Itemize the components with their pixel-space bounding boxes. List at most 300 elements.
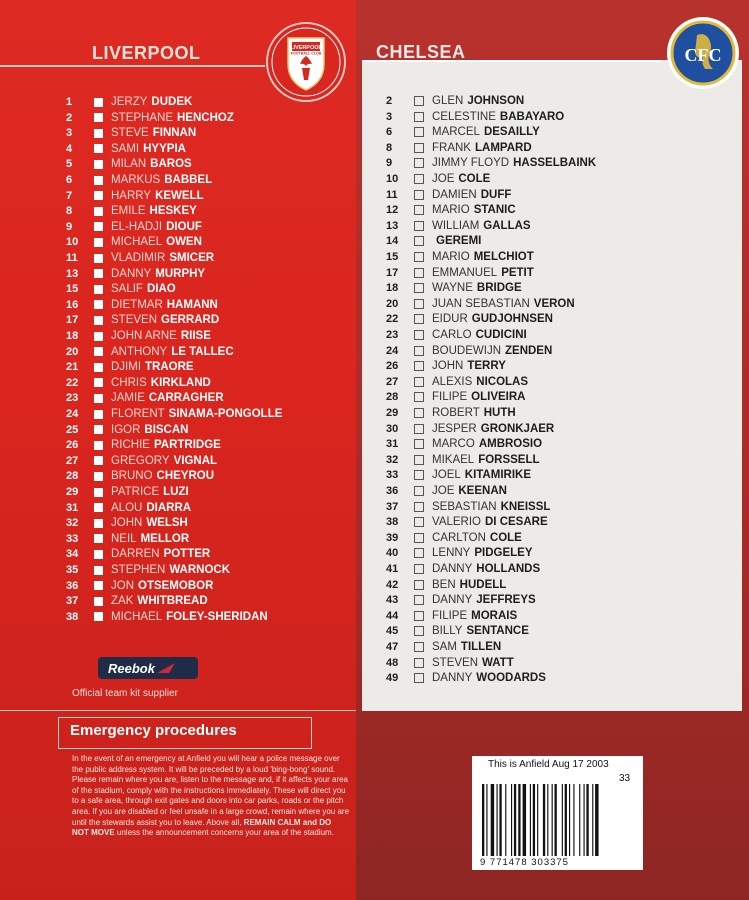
player-surname: BISCAN [144,423,189,436]
checkbox-icon [414,205,424,215]
barcode-bar [491,784,494,856]
squad-number: 11 [66,252,78,264]
chelsea-player-row [386,233,481,249]
barcode-bar [565,784,567,856]
checkbox-icon [94,347,103,356]
checkbox-icon [94,144,103,153]
barcode-bar [537,784,538,856]
player-first-name: DARREN [111,548,160,561]
checkbox-icon [414,314,424,324]
chelsea-player-row [386,670,546,686]
liverpool-player-row [66,203,197,219]
player-surname: HYYPIA [143,142,186,155]
chelsea-player-row [386,171,490,187]
squad-number: 18 [386,282,399,295]
player-surname: PETIT [501,266,534,279]
player-first-name: BEN [432,578,456,591]
liverpool-player-row [66,281,176,297]
checkbox-icon [414,470,424,480]
checkbox-icon [414,486,424,496]
player-first-name: PATRICE [111,486,160,498]
squad-number: 14 [386,235,399,248]
liverpool-player-row [66,344,234,360]
checkbox-icon [94,597,103,606]
player-first-name: HARRY [111,189,152,202]
player-first-name: GREGORY [111,454,170,467]
player-first-name: STEVEN [111,314,158,327]
emergency-divider [0,710,356,711]
squad-number: 41 [386,563,399,575]
player-first-name: MARIO [432,204,470,217]
player-first-name: JOHN [432,360,464,373]
liverpool-player-row [66,468,214,484]
chelsea-crest-label: CFC [684,45,722,65]
squad-number: 38 [66,610,79,623]
checkbox-icon [94,332,103,341]
player-surname: DIOUF [166,220,202,233]
barcode-bar [499,784,501,856]
barcode-bar [595,784,598,856]
checkbox-icon [94,534,103,543]
squad-number: 23 [66,392,79,405]
player-first-name: JESPER [432,422,477,435]
player-first-name: STEPHANE [111,111,173,124]
player-first-name: CARLO [432,329,472,341]
chelsea-player-row [386,140,532,156]
checkbox-icon [414,330,424,340]
player-surname: HESKEY [149,205,197,218]
player-first-name: DANNY [111,267,152,280]
liverpool-player-row [66,406,282,422]
chelsea-player-row [386,311,553,327]
player-surname: PARTRIDGE [153,439,221,452]
checkbox-icon [414,346,424,356]
kit-supplier-caption: Official team kit supplier [72,688,178,699]
checkbox-icon [94,238,103,247]
player-first-name: ALOU [111,501,143,514]
checkbox-icon [414,221,424,231]
player-first-name: JAMIE [111,392,145,405]
liverpool-player-row [66,546,210,562]
checkbox-icon [414,268,424,278]
player-first-name: EIDUR [432,313,468,326]
checkbox-icon [94,160,103,169]
player-first-name: DANNY [432,563,473,575]
chelsea-player-row [386,608,517,624]
squad-number: 30 [386,422,399,435]
player-first-name: ANTHONY [111,345,168,358]
checkbox-icon [414,548,424,558]
player-surname: WOODARDS [476,672,546,685]
player-surname: TRAORE [145,361,194,374]
player-surname: GERRARD [161,314,220,327]
checkbox-icon [414,673,424,683]
chelsea-player-row [386,483,507,499]
checkbox-icon [94,316,103,325]
squad-number: 36 [386,485,399,497]
checkbox-icon [414,361,424,371]
player-first-name: EL-HADJI [111,220,163,233]
player-first-name: STEPHEN [111,564,166,576]
squad-number: 32 [386,453,399,466]
liverpool-player-row [66,593,208,609]
player-surname: BAROS [150,158,192,171]
player-surname: SENTANCE [466,625,529,638]
reebok-vector-icon [155,661,177,675]
chelsea-player-row [386,545,533,561]
player-first-name: EMILE [111,205,146,218]
player-first-name: DAMIEN [432,188,477,201]
chelsea-crest-icon [667,17,739,89]
chelsea-player-row [386,655,514,671]
player-first-name: LENNY [432,547,471,560]
squad-number: 8 [386,141,393,154]
squad-number: 37 [386,500,399,513]
player-surname: PIDGELEY [474,547,533,560]
liverpool-player-row [66,188,204,204]
chelsea-player-row [386,343,552,359]
player-surname: SMICER [169,252,215,264]
emergency-title: Emergency procedures [70,722,237,739]
player-first-name: MARKUS [111,174,161,186]
player-surname: BRIDGE [476,282,522,295]
player-surname: DUDEK [151,96,193,108]
player-surname: DESAILLY [483,126,540,139]
player-first-name: NEIL [111,532,137,545]
liverpool-player-row [66,578,213,594]
checkbox-icon [414,439,424,449]
chelsea-player-row [386,265,534,281]
checkbox-icon [414,564,424,574]
player-surname: HOLLANDS [476,563,541,575]
player-surname: GALLAS [483,219,531,232]
player-first-name: DANNY [432,594,473,607]
checkbox-icon [94,98,103,107]
squad-number: 24 [66,408,79,420]
squad-number: 2 [66,111,73,124]
checkbox-icon [94,488,103,497]
checkbox-icon [414,533,424,543]
squad-number: 2 [386,95,393,107]
squad-number: 9 [66,220,73,233]
liverpool-player-row [66,609,268,625]
liverpool-player-row [66,156,192,172]
emergency-instruction: REMAIN CALM and DO NOT MOVE [72,817,332,838]
chelsea-player-row [386,499,550,515]
player-first-name: BRUNO [111,470,153,483]
squad-number: 3 [386,110,393,123]
squad-number: 9 [386,157,393,170]
checkbox-icon [94,519,103,528]
chelsea-player-row [386,592,536,608]
player-surname: MELLOR [140,532,190,545]
squad-number: 22 [386,313,399,326]
squad-number: 36 [66,579,79,592]
player-surname: TERRY [467,360,506,373]
player-surname: KNEISSL [500,500,551,513]
checkbox-icon [94,425,103,434]
player-surname: MELCHIOT [473,251,534,263]
squad-number: 34 [66,548,79,561]
liverpool-player-row [66,484,189,500]
player-surname: LE TALLEC [171,345,234,358]
squad-number: 13 [66,267,79,280]
liverpool-title: LIVERPOOL [92,43,201,63]
chelsea-player-row [386,327,527,343]
liverpool-player-row [66,110,234,126]
player-first-name: SAM [432,641,457,653]
player-surname: GEREMI [436,235,482,248]
player-first-name: MARCEL [432,126,480,139]
chelsea-player-row [386,623,529,639]
squad-number: 6 [386,126,393,139]
player-first-name: JOHN ARNE [111,330,177,342]
player-surname: HASSELBAINK [513,157,597,170]
liverpool-player-row [66,297,218,313]
player-surname: SINAMA-PONGOLLE [168,408,283,420]
checkbox-icon [414,377,424,387]
squad-number: 48 [386,656,399,669]
player-first-name: VLADIMIR [111,252,166,264]
player-first-name: CELESTINE [432,110,496,123]
checkbox-icon [414,658,424,668]
squad-number: 33 [386,469,399,482]
player-surname: JEFFREYS [476,594,536,607]
squad-number: 17 [386,266,399,279]
checkbox-icon [414,236,424,246]
checkbox-icon [94,254,103,263]
player-surname: TILLEN [460,641,502,653]
player-first-name: JERZY [111,96,148,108]
player-surname: STANIC [473,204,516,217]
player-first-name: SAMI [111,142,140,155]
player-first-name: JIMMY FLOYD [432,157,510,170]
player-surname: OWEN [166,236,202,249]
checkbox-icon [414,611,424,621]
squad-number: 26 [66,439,79,452]
squad-number: 43 [386,594,399,607]
checkbox-icon [94,566,103,575]
player-surname: CUDICINI [475,329,527,341]
player-surname: BABAYARO [499,110,565,123]
checkbox-icon [414,283,424,293]
chelsea-player-row [386,202,516,218]
checkbox-icon [94,550,103,559]
barcode-bars-icon [482,784,632,856]
squad-number: 4 [66,142,73,155]
squad-number: 27 [66,454,79,467]
checkbox-icon [414,127,424,137]
squad-number: 32 [66,517,79,530]
squad-number: 20 [386,297,399,310]
checkbox-icon [94,129,103,138]
liverpool-player-row [66,562,230,578]
chelsea-player-row [386,530,522,546]
player-surname: RIISE [180,330,211,342]
player-surname: NICOLAS [476,375,529,388]
squad-number: 12 [386,204,399,217]
liverpool-player-row [66,375,211,391]
checkbox-icon [414,96,424,106]
liverpool-player-row [66,500,191,516]
checkbox-icon [414,595,424,605]
liverpool-crest-icon [266,22,346,102]
squad-number: 6 [66,174,73,186]
squad-number: 40 [386,547,399,560]
chelsea-player-row [386,124,540,140]
player-first-name: DIETMAR [111,298,163,311]
liverpool-player-row [66,437,221,453]
player-surname: VIGNAL [173,454,218,467]
checkbox-icon [414,299,424,309]
player-surname: ZENDEN [505,344,553,357]
player-first-name: MILAN [111,158,147,171]
barcode-caption: This is Anfield Aug 17 2003 [488,759,609,770]
barcode-bar [584,784,585,856]
emergency-tail: unless the announcement concerns your area of the stadium. [116,828,334,838]
checkbox-icon [94,441,103,450]
squad-number: 29 [386,407,399,419]
barcode-bar [505,784,506,856]
checkbox-icon [94,612,103,621]
chelsea-player-row [386,467,531,483]
checkbox-icon [94,113,103,122]
barcode-bar [543,784,545,856]
checkbox-icon [94,472,103,481]
squad-number: 29 [66,486,79,498]
checkbox-icon [414,502,424,512]
liverpool-title-rule [0,65,265,67]
squad-number: 25 [66,423,79,436]
player-first-name: WILLIAM [432,219,480,232]
player-first-name: SALIF [111,283,143,296]
player-surname: POTTER [163,548,211,561]
player-surname: MORAIS [471,609,518,622]
player-first-name: JOE [432,173,455,185]
squad-number: 16 [66,298,79,311]
chelsea-player-row [386,296,575,312]
barcode-bar [530,784,531,856]
liverpool-player-row [66,141,186,157]
checkbox-icon [94,300,103,309]
squad-number: 18 [66,330,79,342]
checkbox-icon [94,394,103,403]
squad-number: 33 [66,532,79,545]
player-first-name: JOE [432,485,455,497]
player-first-name: STEVEN [432,656,479,669]
checkbox-icon [94,269,103,278]
player-surname: FORSSELL [478,453,540,466]
squad-number: 24 [386,344,399,357]
barcode-bar [552,784,553,856]
player-surname: HUDELL [459,578,507,591]
chelsea-player-row [386,109,564,125]
liverpool-player-row [66,266,205,282]
chelsea-title: CHELSEA [376,42,466,62]
barcode-bar [569,784,570,856]
player-surname: DIARRA [146,501,192,514]
liverpool-player-row [66,94,192,110]
player-surname: OTSEMOBOR [138,579,214,592]
squad-number: 39 [386,531,399,544]
barcode-bar [523,784,526,856]
player-first-name: FILIPE [432,391,468,404]
chelsea-player-row [386,218,531,234]
checkbox-icon [94,363,103,372]
barcode-bar [518,784,520,856]
barcode-label [472,756,643,870]
liverpool-player-row [66,453,217,469]
barcode-bar [514,784,516,856]
liverpool-player-row [66,328,211,344]
player-surname: COLE [489,531,522,544]
squad-number: 31 [386,438,399,451]
chelsea-player-row [386,436,542,452]
squad-number: 35 [66,564,79,576]
squad-number: 1 [66,96,73,108]
player-first-name: DJIMI [111,361,142,374]
player-surname: LAMPARD [474,141,532,154]
checkbox-icon [414,252,424,262]
squad-number: 45 [386,625,399,638]
player-first-name: WAYNE [432,282,473,295]
chelsea-player-row [386,577,506,593]
player-first-name: VALERIO [432,516,481,529]
checkbox-icon [414,392,424,402]
squad-number: 20 [66,345,79,358]
liverpool-player-row [66,219,202,235]
liverpool-player-row [66,515,188,531]
checkbox-icon [94,222,103,231]
player-surname: GUDJOHNSEN [471,313,553,326]
checkbox-icon [94,503,103,512]
player-first-name: DANNY [432,672,473,685]
player-surname: HENCHOZ [177,111,234,124]
squad-number: 27 [386,375,399,388]
liverpool-player-row [66,172,212,188]
player-first-name: FRANK [432,141,471,154]
checkbox-icon [414,455,424,465]
chelsea-player-row [386,358,506,374]
chelsea-player-row [386,405,516,421]
liverpool-player-row [66,422,188,438]
player-first-name: MARCO [432,438,475,451]
barcode-bar [562,784,563,856]
player-surname: MURPHY [155,267,206,280]
checkbox-icon [414,174,424,184]
player-first-name: IGOR [111,423,141,436]
player-surname: HUTH [483,407,516,419]
player-surname: DIAO [146,283,176,296]
chelsea-player-row [386,374,528,390]
player-first-name: MARIO [432,251,470,263]
barcode-bar [573,784,574,856]
liverpool-crest-label: LIVERPOOL [290,45,322,51]
player-surname: KEENAN [458,485,507,497]
liverpool-player-row [66,531,189,547]
squad-number: 15 [386,251,399,263]
player-surname: LUZI [163,486,189,498]
player-surname: BABBEL [164,174,213,186]
checkbox-icon [94,207,103,216]
chelsea-player-row [386,421,554,437]
squad-number: 22 [66,376,79,389]
player-surname: WELSH [146,517,188,530]
emergency-body: In the event of an emergency at Anfield you will hear a police message over the public address system. It will be preceded by a loud 'bing-bong' sound. Please remain where you are, listen to the message and, if it affects your area of the stadium, comply with the instructions immediately. These will direct you to a safe area, through exit gates and doors into car parks, roads or the pitch area. If you are disabled or feel unsafe in a large crowd, remain where you are until the stewards assist you to leave. Above all, [72,754,350,827]
player-first-name: JOEL [432,469,461,482]
liverpool-player-row [66,359,194,375]
squad-number: 38 [386,516,399,529]
